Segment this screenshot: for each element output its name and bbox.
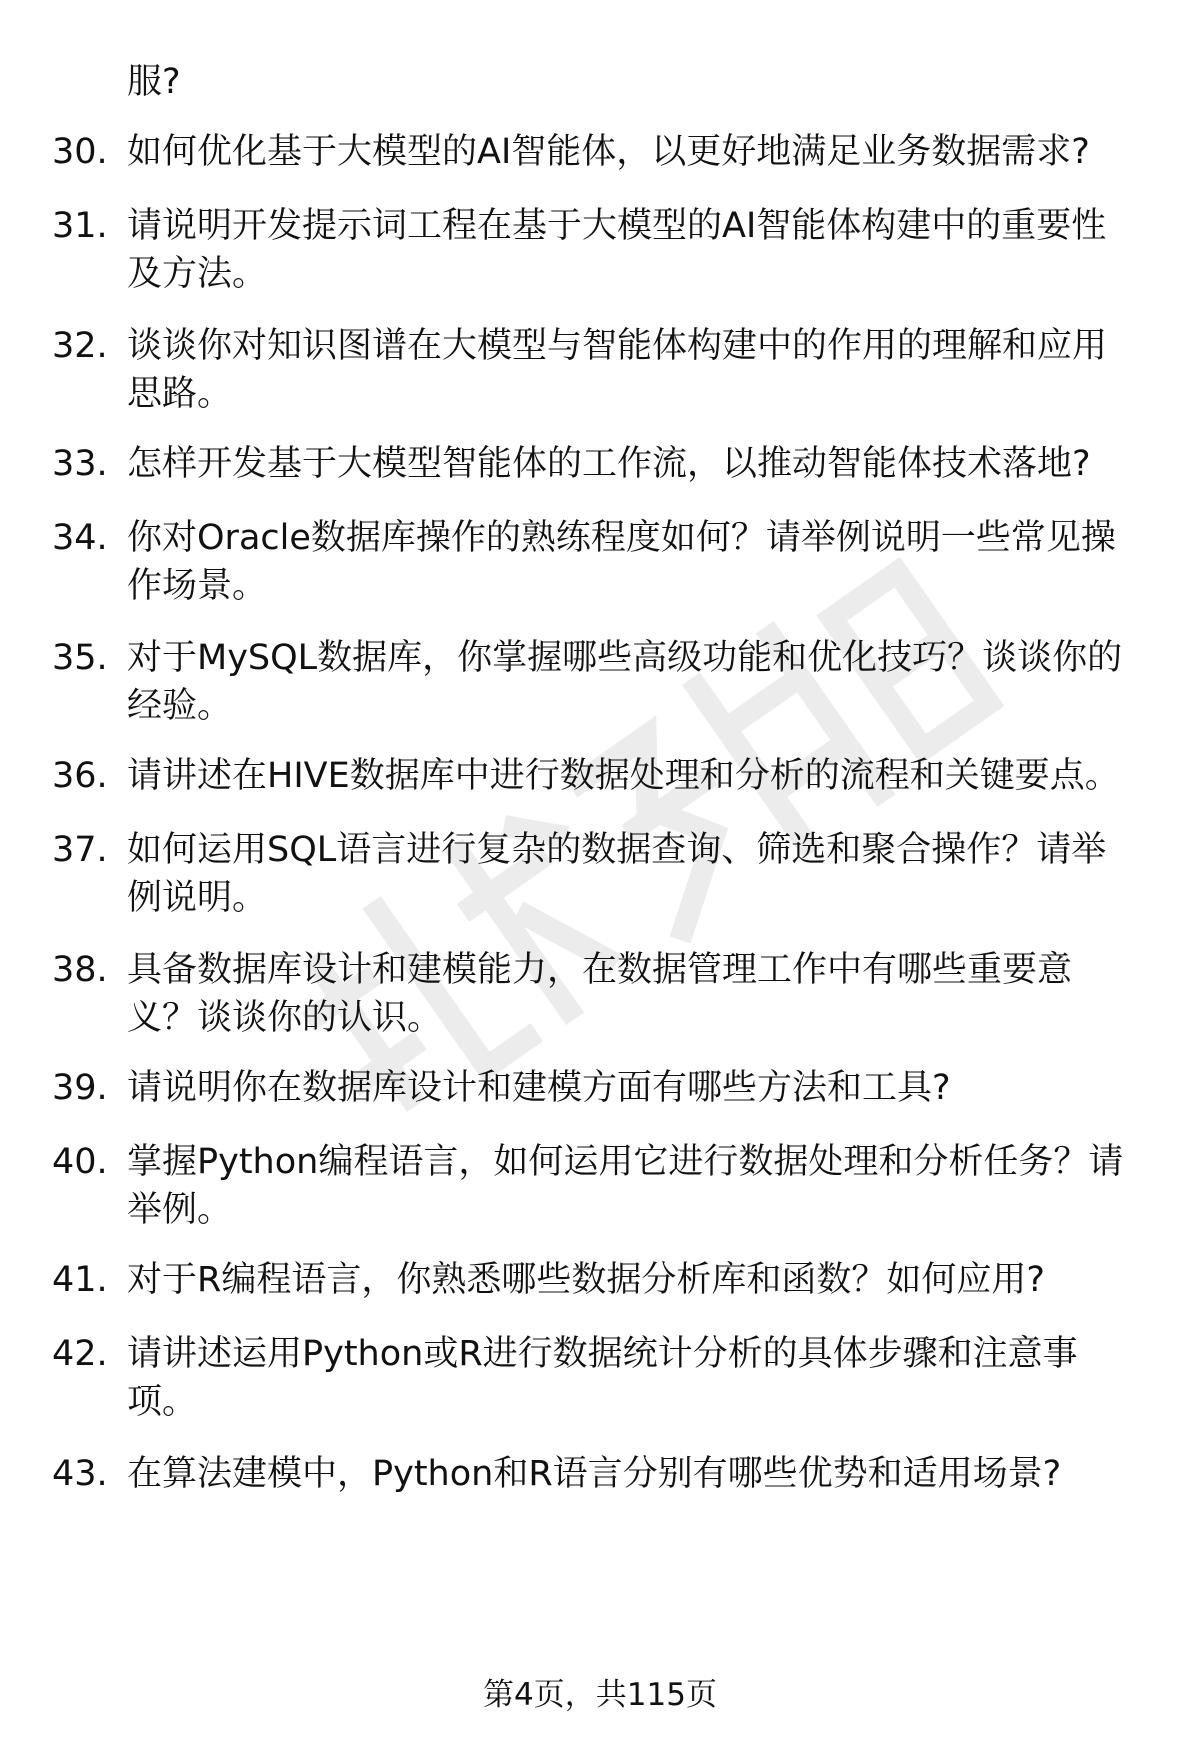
question-item xyxy=(52,946,1152,1042)
question-text: 具备数据库设计和建模能力，在数据管理工作中有哪些重要意义？谈谈你的认识。 xyxy=(127,950,1073,1038)
question-text: 怎样开发基于大模型智能体的工作流，以推动智能体技术落地? xyxy=(127,444,1091,484)
question-text: 对于MySQL数据库，你掌握哪些高级功能和优化技巧？谈谈你的经验。 xyxy=(127,638,1123,726)
question-number: 40. xyxy=(52,1142,108,1182)
question-number: 42. xyxy=(52,1334,108,1374)
continuation-text: 服? xyxy=(127,62,181,102)
question-text: 你对Oracle数据库操作的熟练程度如何？请举例说明一些常见操作场景。 xyxy=(127,518,1116,606)
question-item xyxy=(52,752,1152,800)
question-item xyxy=(52,322,1152,418)
question-text: 请讲述运用Python或R进行数据统计分析的具体步骤和注意事项。 xyxy=(127,1334,1078,1422)
question-text: 对于R编程语言，你熟悉哪些数据分析库和函数？如何应用? xyxy=(127,1260,1045,1300)
question-item xyxy=(52,1330,1152,1426)
question-item xyxy=(52,128,1152,176)
question-item xyxy=(52,202,1152,298)
question-number: 36. xyxy=(52,756,108,796)
question-item xyxy=(52,1138,1152,1234)
question-number: 38. xyxy=(52,950,108,990)
question-item xyxy=(52,634,1152,730)
question-text: 如何优化基于大模型的AI智能体，以更好地满足业务数据需求? xyxy=(127,132,1090,172)
question-item xyxy=(52,826,1152,922)
question-item xyxy=(52,1064,1152,1112)
question-text: 请说明你在数据库设计和建模方面有哪些方法和工具? xyxy=(127,1068,951,1108)
continued-question-text xyxy=(52,58,1152,106)
question-text: 如何运用SQL语言进行复杂的数据查询、筛选和聚合操作？请举例说明。 xyxy=(127,830,1107,918)
question-number: 32. xyxy=(52,326,108,366)
question-number: 34. xyxy=(52,518,108,558)
question-text: 在算法建模中，Python和R语言分别有哪些优势和适用场景? xyxy=(127,1454,1062,1494)
question-number: 39. xyxy=(52,1068,108,1108)
question-text: 请讲述在HIVE数据库中进行数据处理和分析的流程和关键要点。 xyxy=(127,756,1120,796)
question-item xyxy=(52,1450,1152,1498)
question-number: 31. xyxy=(52,206,108,246)
question-number: 30. xyxy=(52,132,108,172)
question-text: 请说明开发提示词工程在基于大模型的AI智能体构建中的重要性及方法。 xyxy=(127,206,1107,294)
question-number: 41. xyxy=(52,1260,108,1300)
question-number: 43. xyxy=(52,1454,108,1494)
question-text: 掌握Python编程语言，如何运用它进行数据处理和分析任务？请举例。 xyxy=(127,1142,1124,1230)
question-number: 33. xyxy=(52,444,108,484)
question-item xyxy=(52,440,1152,488)
question-number: 35. xyxy=(52,638,108,678)
question-text: 谈谈你对知识图谱在大模型与智能体构建中的作用的理解和应用思路。 xyxy=(127,326,1108,414)
question-number: 37. xyxy=(52,830,108,870)
page-footer: 第4页，共115页 xyxy=(483,1677,717,1713)
question-item xyxy=(52,514,1152,610)
question-item xyxy=(52,1256,1152,1304)
